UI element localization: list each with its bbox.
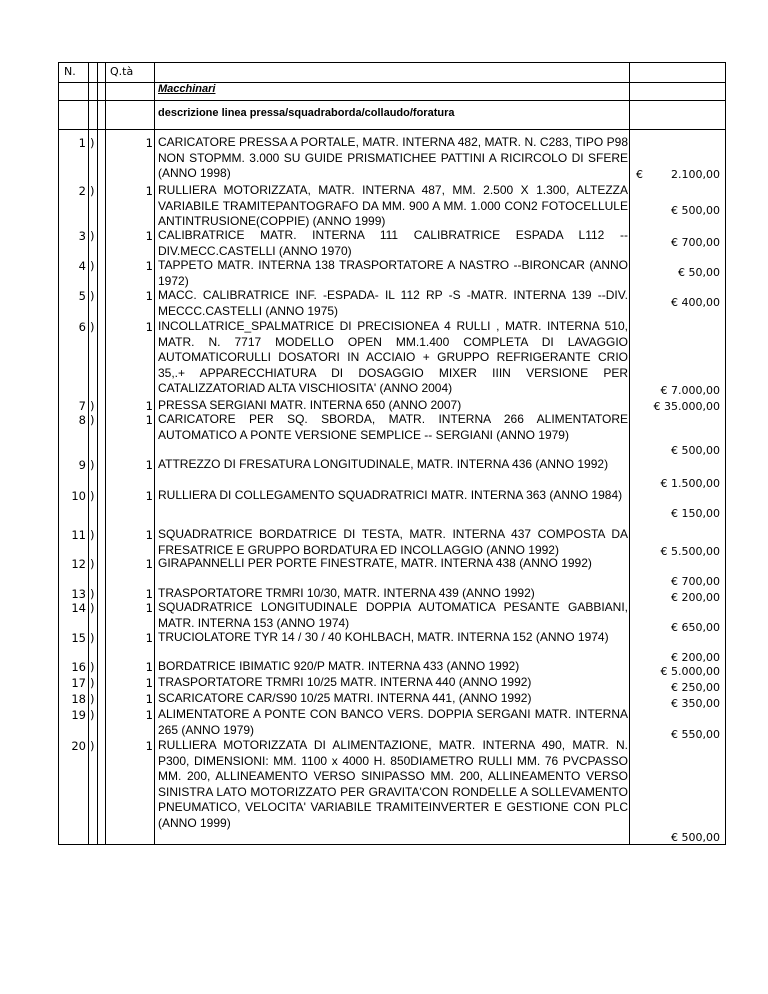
item-description: SQUADRATRICE LONGITUDINALE DOPPIA AUTOMATICA PESANTE GABBIANI, MATR. INTERNA 153 (ANNO 1974): [158, 600, 628, 630]
item-number: 7: [78, 399, 86, 413]
item-price: € 500,00: [671, 444, 720, 457]
grid-line: [725, 62, 726, 845]
item-description: SQUADRATRICE BORDATRICE DI TESTA, MATR. INTERNA 437 COMPOSTA DA FRESATRICE E GRUPPO BORDATURA ED INCOLLAGGIO (ANNO 1992): [158, 527, 628, 557]
item-quantity: 1: [145, 136, 153, 150]
item-quantity: 1: [145, 458, 153, 472]
item-description: TRASPORTATORE TRMRI 10/30, MATR. INTERNA 439 (ANNO 1992): [158, 586, 535, 600]
item-description: TRUCIOLATORE TYR 14 / 30 / 40 KOHLBACH, MATR. INTERNA 152 (ANNO 1974): [158, 630, 609, 644]
item-price: € 350,00: [671, 697, 720, 710]
item-number: 1: [78, 136, 86, 150]
item-description: TRASPORTATORE TRMRI 10/25 MATR. INTERNA 440 (ANNO 1992): [158, 675, 532, 689]
item-quantity: 1: [145, 676, 153, 690]
item-price: € 1.500,00: [660, 477, 720, 490]
item-price: € 200,00: [671, 591, 720, 604]
item-price: € 500,00: [671, 831, 720, 844]
item-number-paren: ): [90, 399, 95, 413]
item-quantity: 1: [145, 184, 153, 198]
item-number: 4: [78, 259, 86, 273]
price-currency: €: [636, 168, 643, 181]
section-title: Macchinari: [158, 83, 216, 95]
item-number: 14: [71, 601, 86, 615]
item-number: 15: [71, 631, 86, 645]
line-title: descrizione linea pressa/squadraborda/collaudo/foratura: [158, 107, 455, 119]
item-description: SCARICATORE CAR/S90 10/25 MATRI. INTERNA 441, (ANNO 1992): [158, 691, 532, 705]
item-number: 17: [71, 676, 86, 690]
item-number: 13: [71, 587, 86, 601]
grid-line: [58, 62, 59, 845]
item-price: € 200,00: [671, 651, 720, 664]
item-price: € 7.000,00: [660, 384, 720, 397]
item-price: € 35.000,00: [653, 400, 720, 413]
item-description: INCOLLATRICE_SPALMATRICE DI PRECISIONEA 4 RULLI , MATR. INTERNA 510, MATR. N. 7717 MODELLO OPEN MM.1.400 COMPLETA DI LAVAGGIO AUTOMATICORULLI DOSATORI IN ACCIAIO + GRUPPO REFRIGERANTE CRIO 35,.+ APPARECCHIATURA DI DOSAGGIO MIXER IIIN VERSIONE PER CATALIZZATORIAD ALTA VISCHIOSITA' (ANNO 2004): [158, 319, 628, 396]
item-price: € 5.000,00: [660, 665, 720, 678]
item-price: € 50,00: [678, 266, 720, 279]
item-number-paren: ): [90, 458, 95, 472]
item-price: 2.100,00: [671, 168, 720, 181]
item-number: 18: [71, 692, 86, 706]
column-header-quantity: Q.tà: [110, 65, 134, 78]
item-number-paren: ): [90, 587, 95, 601]
item-description: CARICATORE PRESSA A PORTALE, MATR. INTERNA 482, MATR. N. C283, TIPO P98 NON STOPMM. 3.000 SU GUIDE PRISMATICHEE PATTINI A RICIRCOLO DI SFERE (ANNO 1998): [158, 135, 628, 181]
item-description: PRESSA SERGIANI MATR. INTERNA 650 (ANNO 2007): [158, 398, 462, 412]
item-quantity: 1: [145, 259, 153, 273]
item-number-paren: ): [90, 528, 95, 542]
item-number: 6: [78, 320, 86, 334]
item-number: 11: [71, 528, 86, 542]
grid-line: [58, 129, 726, 130]
item-number-paren: ): [90, 259, 95, 273]
item-price: € 700,00: [671, 236, 720, 249]
item-description: ATTREZZO DI FRESATURA LONGITUDINALE, MATR. INTERNA 436 (ANNO 1992): [158, 457, 609, 471]
item-number-paren: ): [90, 413, 95, 427]
item-number-paren: ): [90, 184, 95, 198]
grid-line: [58, 62, 726, 63]
item-number: 19: [71, 708, 86, 722]
item-description: CARICATORE PER SQ. SBORDA, MATR. INTERNA 266 ALIMENTATORE AUTOMATICO A PONTE VERSIONE SEMPLICE -- SERGIANI (ANNO 1979): [158, 412, 628, 442]
grid-line: [629, 62, 630, 845]
item-price: € 550,00: [671, 728, 720, 741]
item-number-paren: ): [90, 320, 95, 334]
grid-line: [97, 62, 98, 845]
item-quantity: 1: [145, 631, 153, 645]
item-description: BORDATRICE IBIMATIC 920/P MATR. INTERNA 433 (ANNO 1992): [158, 659, 520, 673]
grid-line: [58, 844, 726, 845]
item-number-paren: ): [90, 289, 95, 303]
item-quantity: 1: [145, 229, 153, 243]
item-quantity: 1: [145, 601, 153, 615]
item-number: 3: [78, 229, 86, 243]
item-description: RULLIERA MOTORIZZATA DI ALIMENTAZIONE, MATR. INTERNA 490, MATR. N. P300, DIMENSIONI: MM. 1100 x 4000 H. 850DIAMETRO RULLI MM. 76 PVCPASSO MM. 200, ALLINEAMENTO VERSO SINIPASSO MM. 200, ALLINEAMENTO VERSO SINISTRA LATO MOTORIZZATO PER GRAVITA'CON RONDELLE A SOLLEVAMENTO PNEUMATICO, VELOCITA' VARIABILE TRAMITEINVERTER E GESTIONE CON PLC (ANNO 1999): [158, 738, 628, 830]
item-price: € 700,00: [671, 575, 720, 588]
item-description: MACC. CALIBRATRICE INF. -ESPADA- IL 112 RP -S -MATR. INTERNA 139 --DIV. MECCC.CASTELLI (ANNO 1975): [158, 288, 628, 318]
item-description: CALIBRATRICE MATR. INTERNA 111 CALIBRATRICE ESPADA L112 --DIV.MECC.CASTELLI (ANNO 1970): [158, 228, 628, 258]
item-description: RULLIERA DI COLLEGAMENTO SQUADRATRICI MATR. INTERNA 363 (ANNO 1984): [158, 488, 623, 502]
item-price: € 500,00: [671, 204, 720, 217]
column-header-number: N.: [64, 65, 76, 78]
grid-line: [105, 62, 106, 845]
item-quantity: 1: [145, 739, 153, 753]
item-number: 10: [71, 489, 86, 503]
item-number: 2: [78, 184, 86, 198]
item-number-paren: ): [90, 708, 95, 722]
grid-line: [154, 62, 155, 845]
item-quantity: 1: [145, 320, 153, 334]
item-price: € 150,00: [671, 507, 720, 520]
item-quantity: 1: [145, 528, 153, 542]
item-price: € 250,00: [671, 681, 720, 694]
item-number-paren: ): [90, 660, 95, 674]
item-price: € 400,00: [671, 296, 720, 309]
item-description: GIRAPANNELLI PER PORTE FINESTRATE, MATR. INTERNA 438 (ANNO 1992): [158, 556, 592, 570]
item-number: 5: [78, 289, 86, 303]
item-number-paren: ): [90, 136, 95, 150]
item-description: RULLIERA MOTORIZZATA, MATR. INTERNA 487, MM. 2.500 X 1.300, ALTEZZA VARIABILE TRAMITEPANTOGRAFO DA MM. 900 A MM. 1.000 CON2 FOTOCELLULE ANTINTRUSIONE(COPPIE) (ANNO 1999): [158, 183, 628, 229]
grid-line: [58, 100, 726, 101]
item-number-paren: ): [90, 489, 95, 503]
item-number-paren: ): [90, 676, 95, 690]
item-quantity: 1: [145, 708, 153, 722]
item-number-paren: ): [90, 229, 95, 243]
item-quantity: 1: [145, 692, 153, 706]
item-number: 8: [78, 413, 86, 427]
item-number: 12: [71, 557, 86, 571]
item-quantity: 1: [145, 289, 153, 303]
item-number: 9: [78, 458, 86, 472]
item-quantity: 1: [145, 489, 153, 503]
item-number-paren: ): [90, 601, 95, 615]
item-description: TAPPETO MATR. INTERNA 138 TRASPORTATORE A NASTRO --BIRONCAR (ANNO 1972): [158, 258, 628, 288]
item-price: € 5.500,00: [660, 545, 720, 558]
item-number-paren: ): [90, 739, 95, 753]
item-quantity: 1: [145, 413, 153, 427]
grid-line: [88, 62, 89, 845]
item-quantity: 1: [145, 557, 153, 571]
item-number-paren: ): [90, 557, 95, 571]
item-quantity: 1: [145, 660, 153, 674]
item-price: € 650,00: [671, 621, 720, 634]
item-quantity: 1: [145, 587, 153, 601]
item-number: 16: [71, 660, 86, 674]
item-number-paren: ): [90, 692, 95, 706]
item-quantity: 1: [145, 399, 153, 413]
item-description: ALIMENTATORE A PONTE CON BANCO VERS. DOPPIA SERGANI MATR. INTERNA 265 (ANNO 1979): [158, 707, 628, 737]
item-number: 20: [71, 739, 86, 753]
item-number-paren: ): [90, 631, 95, 645]
